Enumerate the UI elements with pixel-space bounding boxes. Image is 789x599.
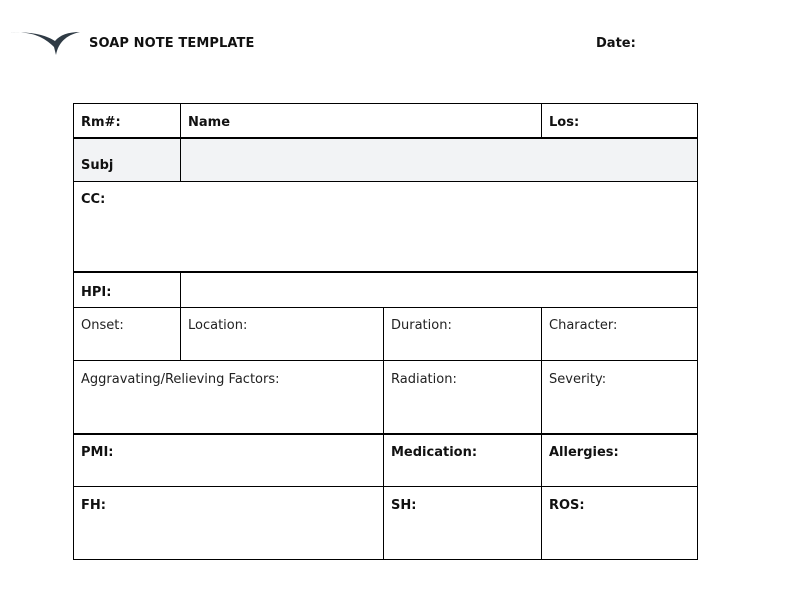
cc-field[interactable]: CC: — [73, 181, 698, 273]
severity-field[interactable]: Severity: — [541, 360, 698, 435]
fh-field[interactable]: FH: — [73, 486, 384, 560]
pmi-field[interactable]: PMI: — [73, 434, 384, 487]
name-field[interactable]: Name — [180, 103, 542, 139]
section-divider — [73, 433, 698, 435]
subj-label: Subj — [73, 138, 181, 182]
hpi-field[interactable] — [180, 272, 698, 308]
logo-icon — [10, 29, 82, 57]
document-title: SOAP NOTE TEMPLATE — [89, 36, 255, 51]
radiation-field[interactable]: Radiation: — [383, 360, 542, 435]
ros-field[interactable]: ROS: — [541, 486, 698, 560]
sh-field[interactable]: SH: — [383, 486, 542, 560]
subj-field[interactable] — [180, 138, 698, 182]
medication-field[interactable]: Medication: — [383, 434, 542, 487]
date-label: Date: — [596, 36, 636, 51]
character-field[interactable]: Character: — [541, 307, 698, 361]
los-field[interactable]: Los: — [541, 103, 698, 139]
rm-field[interactable]: Rm#: — [73, 103, 181, 139]
location-field[interactable]: Location: — [180, 307, 384, 361]
section-divider — [73, 137, 698, 139]
allergies-field[interactable]: Allergies: — [541, 434, 698, 487]
onset-field[interactable]: Onset: — [73, 307, 181, 361]
aggravating-relieving-field[interactable]: Aggravating/Relieving Factors: — [73, 360, 384, 435]
section-divider — [73, 271, 698, 273]
duration-field[interactable]: Duration: — [383, 307, 542, 361]
hpi-label: HPI: — [73, 272, 181, 308]
